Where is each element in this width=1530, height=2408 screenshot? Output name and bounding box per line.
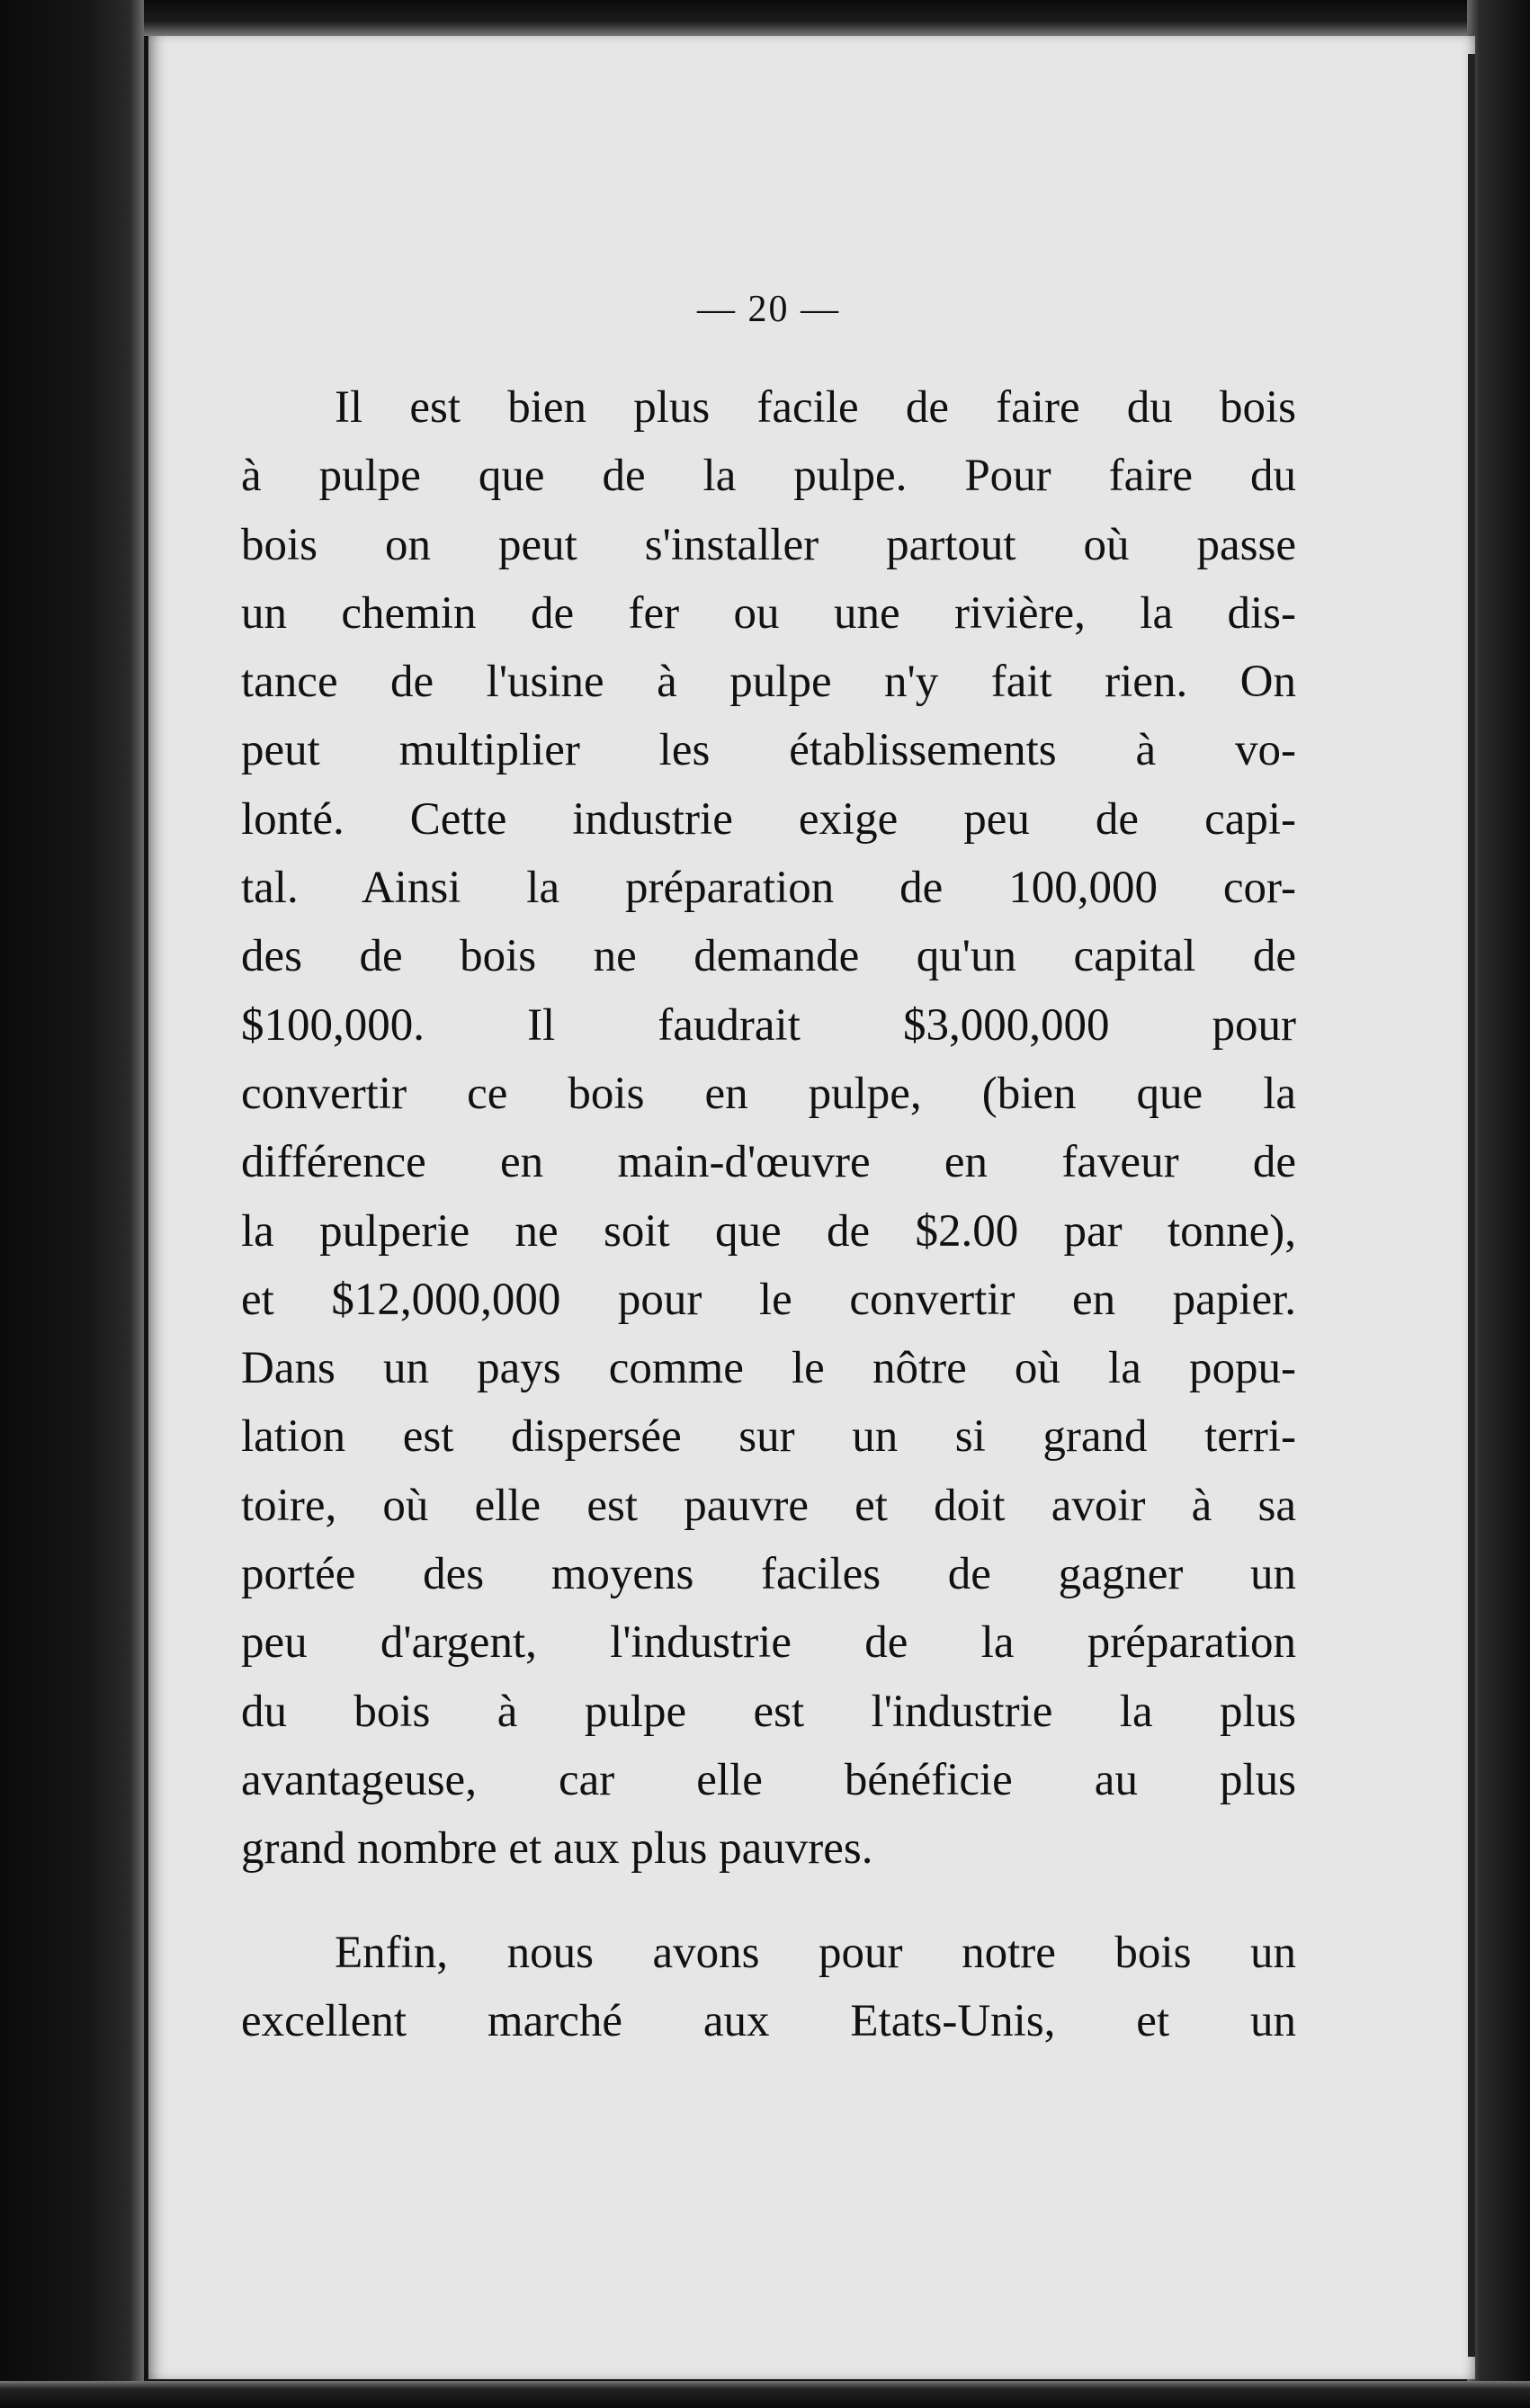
- text-line: tal. Ainsi la préparation de 100,000 cor-: [241, 863, 1296, 914]
- text-line: grand nombre et aux plus pauvres.: [241, 1823, 873, 1875]
- text-line: un chemin de fer ou une rivière, la dis-: [241, 587, 1296, 639]
- page-number: — 20 —: [697, 289, 840, 330]
- text-line: excellent marché aux Etats-Unis, et un: [241, 1996, 1296, 2047]
- text-line: différence en main-d'œuvre en faveur de: [241, 1137, 1296, 1188]
- text-line: avantageuse, car elle bénéficie au plus: [241, 1754, 1296, 1805]
- text-line: la pulperie ne soit que de $2.00 par tonne),: [241, 1205, 1296, 1257]
- text-line: Dans un pays comme le nôtre où la popu-: [241, 1343, 1296, 1394]
- text-line: lation est dispersée sur un si grand terri-: [241, 1411, 1296, 1463]
- text-line: Enfin, nous avons pour notre bois un: [335, 1928, 1296, 1978]
- paragraph-1: [241, 373, 1296, 1884]
- text-line: peut multiplier les établissements à vo-: [241, 725, 1296, 776]
- book-binding-right: [1467, 0, 1530, 2408]
- text-line: des de bois ne demande qu'un capital de: [241, 931, 1296, 982]
- text-line: Il est bien plus facile de faire du bois: [335, 382, 1296, 433]
- text-line: à pulpe que de la pulpe. Pour faire du: [241, 451, 1296, 502]
- text-line: et $12,000,000 pour le convertir en papier.: [241, 1274, 1296, 1325]
- scan-top-border: [0, 0, 1530, 36]
- text-line: tance de l'usine à pulpe n'y fait rien. On: [241, 657, 1296, 708]
- paragraph-2: [241, 1919, 1296, 2056]
- text-line: bois on peut s'installer partout où passe: [241, 519, 1296, 570]
- text-line: peu d'argent, l'industrie de la préparation: [241, 1617, 1296, 1669]
- text-line: $100,000. Il faudrait $3,000,000 pour: [241, 999, 1296, 1051]
- page-edge: [1468, 54, 1475, 2357]
- text-line: convertir ce bois en pulpe, (bien que la: [241, 1068, 1296, 1119]
- text-line: lonté. Cette industrie exige peu de capi-: [241, 793, 1296, 845]
- book-binding-left: [0, 0, 144, 2408]
- scan-bottom-border: [0, 2381, 1530, 2408]
- text-line: toire, où elle est pauvre et doit avoir à sa: [241, 1480, 1296, 1531]
- text-line: du bois à pulpe est l'industrie la plus: [241, 1686, 1296, 1737]
- text-line: portée des moyens faciles de gagner un: [241, 1549, 1296, 1600]
